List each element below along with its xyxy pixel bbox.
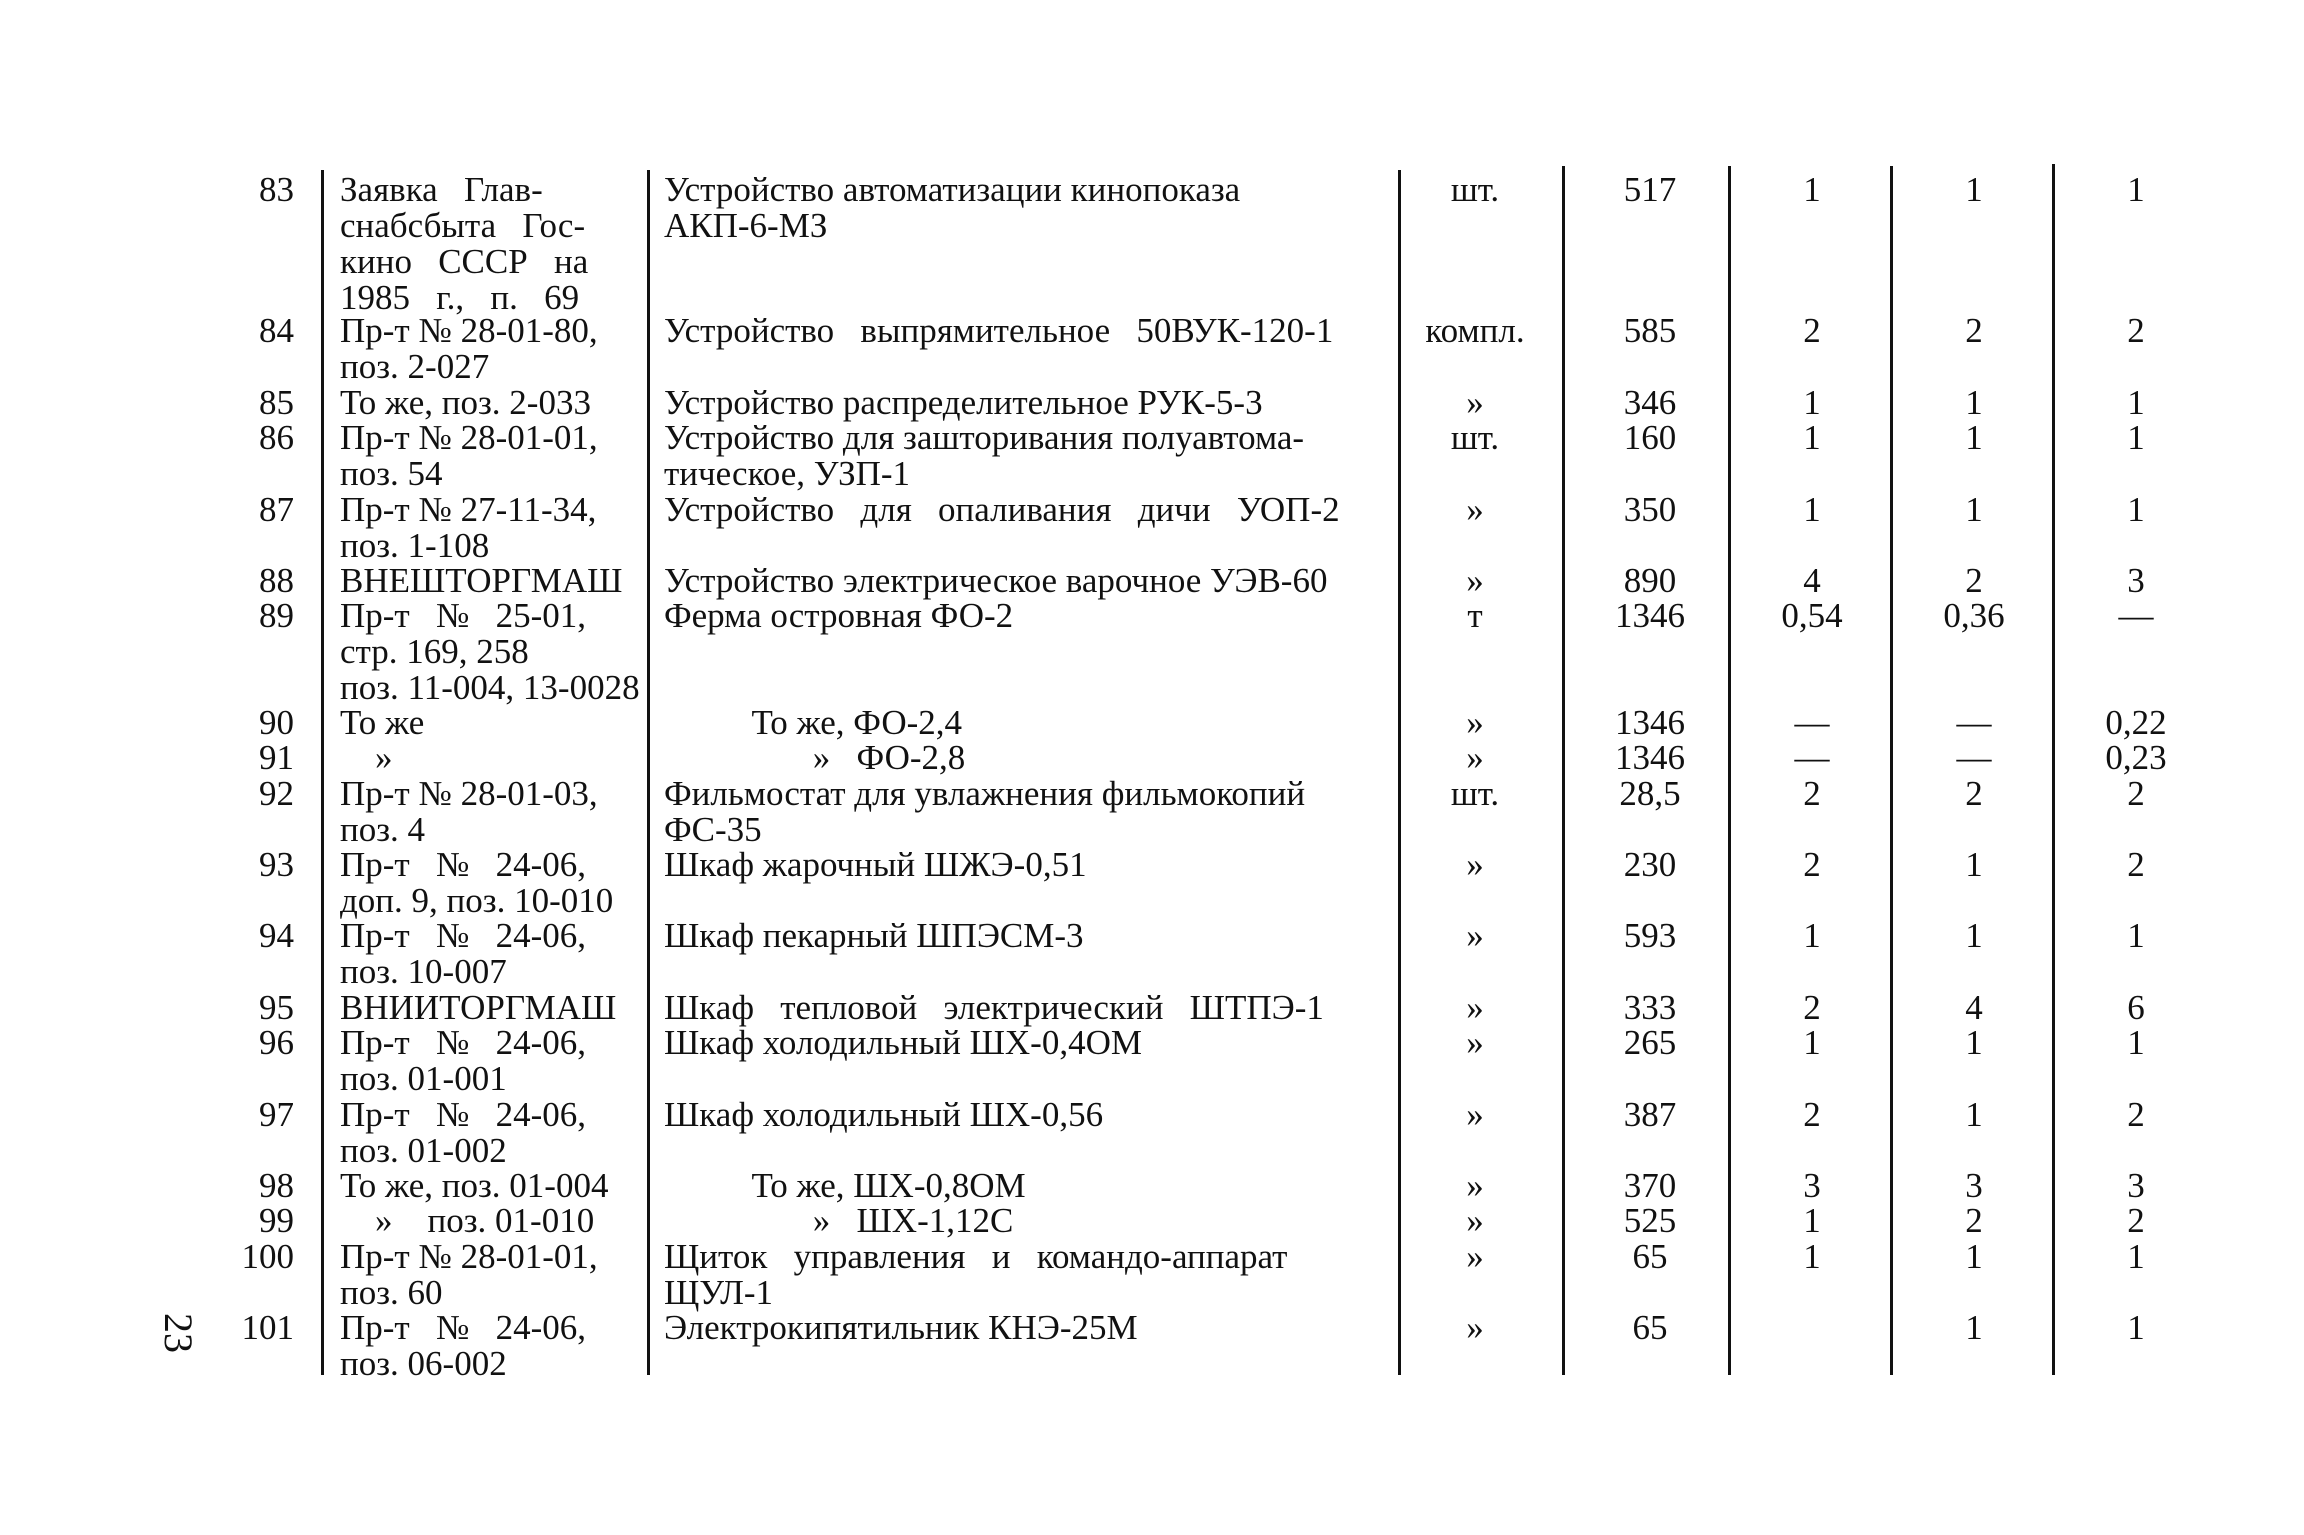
unit-cell: »	[1466, 490, 1484, 529]
price-cell: 65	[1632, 1308, 1668, 1347]
unit-cell: шт.	[1450, 418, 1500, 457]
item-name-line: Шкаф холодильный ШХ-0,56	[664, 1095, 1104, 1134]
unit-cell: »	[1466, 703, 1484, 742]
row-number: 99	[259, 1201, 294, 1240]
quantity-cell-1: 2	[1803, 988, 1821, 1027]
quantity-cell-2: 1	[1965, 916, 1983, 955]
item-name-line: Устройство электрическое варочное УЭВ-60	[664, 561, 1328, 600]
unit-cell: »	[1466, 1237, 1484, 1276]
source-reference-line: Пр-т № 25-01,	[340, 596, 587, 635]
quantity-cell-3: 0,23	[2105, 738, 2167, 777]
quantity-cell-3: 2	[2127, 1201, 2145, 1240]
price-cell: 350	[1623, 490, 1677, 529]
source-reference-line: поз. 4	[340, 810, 426, 849]
item-name-line: Шкаф холодильный ШХ-0,4ОМ	[664, 1023, 1142, 1062]
row-number: 92	[259, 774, 294, 813]
source-reference-line: Пр-т № 24-06,	[340, 1095, 587, 1134]
item-name-line: Электрокипятильник КНЭ-25М	[664, 1308, 1138, 1347]
item-name-line: То же, ШХ-0,8ОМ	[664, 1166, 1026, 1205]
column-rule	[1398, 170, 1401, 1375]
row-number: 95	[259, 988, 294, 1027]
quantity-cell-1: 1	[1803, 1201, 1821, 1240]
column-rule	[321, 170, 324, 1375]
item-name-line: Устройство для опаливания дичи УОП-2	[664, 490, 1340, 529]
unit-cell: »	[1466, 561, 1484, 600]
quantity-cell-1: 1	[1803, 490, 1821, 529]
unit-cell: »	[1466, 1095, 1484, 1134]
price-cell: 370	[1623, 1166, 1677, 1205]
unit-cell: »	[1466, 1201, 1484, 1240]
column-rule	[1890, 166, 1893, 1375]
source-reference-line: Пр-т № 28-01-01,	[340, 418, 598, 457]
price-cell: 160	[1623, 418, 1677, 457]
column-rule	[1728, 166, 1731, 1375]
price-cell: 593	[1623, 916, 1677, 955]
item-name-line: Щиток управления и командо-аппарат	[664, 1237, 1288, 1276]
quantity-cell-2: 4	[1965, 988, 1983, 1027]
row-number: 89	[259, 596, 294, 635]
quantity-cell-1: —	[1794, 703, 1830, 742]
quantity-cell-2: 3	[1965, 1166, 1983, 1205]
unit-cell: »	[1466, 738, 1484, 777]
quantity-cell-1: —	[1794, 738, 1830, 777]
quantity-cell-2: 1	[1965, 418, 1983, 457]
quantity-cell-3: 1	[2127, 1023, 2145, 1062]
quantity-cell-2: 1	[1965, 1023, 1983, 1062]
quantity-cell-3: 1	[2127, 383, 2145, 422]
unit-cell: »	[1466, 1166, 1484, 1205]
quantity-cell-1: 2	[1803, 311, 1821, 350]
quantity-cell-2: 1	[1965, 845, 1983, 884]
quantity-cell-2: 1	[1965, 1237, 1983, 1276]
source-reference-line: снабсбыта Гос-	[340, 206, 586, 245]
quantity-cell-1: 1	[1803, 1237, 1821, 1276]
row-number: 90	[259, 703, 294, 742]
row-number: 94	[259, 916, 294, 955]
quantity-cell-3: 0,22	[2105, 703, 2167, 742]
price-cell: 387	[1623, 1095, 1677, 1134]
quantity-cell-3: 1	[2127, 1237, 2145, 1276]
quantity-cell-2: 2	[1965, 1201, 1983, 1240]
quantity-cell-3: 1	[2127, 916, 2145, 955]
item-name-line: тическое, УЗП-1	[664, 454, 911, 493]
column-rule	[2052, 164, 2055, 1375]
quantity-cell-1: 1	[1803, 418, 1821, 457]
item-name-line: Устройство автоматизации кинопоказа	[664, 170, 1241, 209]
source-reference-line: стр. 169, 258	[340, 632, 529, 671]
quantity-cell-1: 1	[1803, 383, 1821, 422]
item-name-line: » ШХ-1,12С	[664, 1201, 1014, 1240]
source-reference-line: Пр-т № 24-06,	[340, 1308, 587, 1347]
quantity-cell-1: 4	[1803, 561, 1821, 600]
source-reference-line: поз. 06-002	[340, 1344, 507, 1383]
row-number: 88	[259, 561, 294, 600]
item-name-line: Ферма островная ФО-2	[664, 596, 1014, 635]
unit-cell: компл.	[1425, 311, 1525, 350]
price-cell: 1346	[1615, 703, 1685, 742]
quantity-cell-3: 3	[2127, 1166, 2145, 1205]
source-reference-line: То же	[340, 703, 425, 742]
price-cell: 1346	[1615, 596, 1685, 635]
source-reference-line: » поз. 01-010	[340, 1201, 595, 1240]
row-number: 83	[259, 170, 294, 209]
item-name-line: То же, ФО-2,4	[664, 703, 963, 742]
item-name-line: Шкаф пекарный ШПЭСМ-3	[664, 916, 1084, 955]
row-number: 97	[259, 1095, 294, 1134]
unit-cell: »	[1466, 1308, 1484, 1347]
source-reference-line: поз. 01-001	[340, 1059, 507, 1098]
quantity-cell-1: 1	[1803, 1023, 1821, 1062]
price-cell: 525	[1623, 1201, 1677, 1240]
price-cell: 1346	[1615, 738, 1685, 777]
source-reference-line: поз. 54	[340, 454, 443, 493]
quantity-cell-3: 2	[2127, 1095, 2145, 1134]
quantity-cell-3: —	[2118, 596, 2154, 635]
quantity-cell-3: 1	[2127, 1308, 2145, 1347]
item-name-line: Устройство для зашторивания полуавтома-	[664, 418, 1305, 457]
source-reference-line: поз. 1-108	[340, 526, 490, 565]
quantity-cell-2: 1	[1965, 1308, 1983, 1347]
quantity-cell-3: 6	[2127, 988, 2145, 1027]
row-number: 101	[241, 1308, 294, 1347]
source-reference-line: Пр-т № 28-01-03,	[340, 774, 598, 813]
row-number: 96	[259, 1023, 294, 1062]
quantity-cell-1: 2	[1803, 774, 1821, 813]
item-name-line: Устройство выпрямительное 50ВУК-120-1	[664, 311, 1334, 350]
quantity-cell-2: 1	[1965, 383, 1983, 422]
quantity-cell-2: —	[1956, 738, 1992, 777]
source-reference-line: доп. 9, поз. 10-010	[340, 881, 614, 920]
source-reference-line: Заявка Глав-	[340, 170, 543, 209]
item-name-line: ФС-35	[664, 810, 762, 849]
row-number: 87	[259, 490, 294, 529]
quantity-cell-3: 2	[2127, 845, 2145, 884]
source-reference-line: То же, поз. 2-033	[340, 383, 591, 422]
quantity-cell-1: 2	[1803, 1095, 1821, 1134]
item-name-line: АКП-6-МЗ	[664, 206, 828, 245]
source-reference-line: Пр-т № 28-01-01,	[340, 1237, 598, 1276]
row-number: 98	[259, 1166, 294, 1205]
price-cell: 517	[1623, 170, 1677, 209]
source-reference-line: поз. 10-007	[340, 952, 507, 991]
item-name-line: » ФО-2,8	[664, 738, 966, 777]
item-name-line: ЩУЛ-1	[664, 1273, 774, 1312]
item-name-line: Фильмостат для увлажнения фильмокопий	[664, 774, 1306, 813]
price-cell: 333	[1623, 988, 1677, 1027]
quantity-cell-1: 3	[1803, 1166, 1821, 1205]
source-reference-line: кино СССР на	[340, 242, 589, 281]
row-number: 85	[259, 383, 294, 422]
quantity-cell-2: 2	[1965, 561, 1983, 600]
quantity-cell-3: 1	[2127, 490, 2145, 529]
price-cell: 28,5	[1619, 774, 1681, 813]
item-name-line: Устройство распределительное РУК-5-3	[664, 383, 1263, 422]
column-rule	[647, 170, 650, 1375]
quantity-cell-2: 1	[1965, 490, 1983, 529]
row-number: 91	[259, 738, 294, 777]
row-number: 93	[259, 845, 294, 884]
row-number: 86	[259, 418, 294, 457]
quantity-cell-1: 1	[1803, 170, 1821, 209]
row-number: 84	[259, 311, 294, 350]
source-reference-line: поз. 2-027	[340, 347, 490, 386]
quantity-cell-2: 0,36	[1943, 596, 2005, 635]
quantity-cell-3: 1	[2127, 418, 2145, 457]
unit-cell: шт.	[1450, 170, 1500, 209]
unit-cell: »	[1466, 845, 1484, 884]
source-reference-line: ВНЕШТОРГМАШ	[340, 561, 623, 600]
quantity-cell-2: 2	[1965, 311, 1983, 350]
source-reference-line: поз. 11-004, 13-0028	[340, 668, 640, 707]
source-reference-line: То же, поз. 01-004	[340, 1166, 609, 1205]
source-reference-line: Пр-т № 24-06,	[340, 845, 587, 884]
unit-cell: »	[1466, 988, 1484, 1027]
source-reference-line: Пр-т № 28-01-80,	[340, 311, 598, 350]
quantity-cell-1: 0,54	[1781, 596, 1843, 635]
source-reference-line: »	[340, 738, 393, 777]
quantity-cell-2: 1	[1965, 170, 1983, 209]
quantity-cell-3: 2	[2127, 311, 2145, 350]
unit-cell: т	[1467, 596, 1483, 635]
quantity-cell-3: 2	[2127, 774, 2145, 813]
quantity-cell-1: 1	[1803, 916, 1821, 955]
quantity-cell-1: 2	[1803, 845, 1821, 884]
unit-cell: шт.	[1450, 774, 1500, 813]
unit-cell: »	[1466, 1023, 1484, 1062]
source-reference-line: Пр-т № 24-06,	[340, 1023, 587, 1062]
source-reference-line: поз. 01-002	[340, 1131, 507, 1170]
source-reference-line: поз. 60	[340, 1273, 443, 1312]
row-number: 100	[241, 1237, 294, 1276]
source-reference-line: Пр-т № 24-06,	[340, 916, 587, 955]
price-cell: 890	[1623, 561, 1677, 600]
item-name-line: Шкаф тепловой электрический ШТПЭ-1	[664, 988, 1324, 1027]
price-cell: 346	[1623, 383, 1677, 422]
quantity-cell-3: 1	[2127, 170, 2145, 209]
price-cell: 585	[1623, 311, 1677, 350]
source-reference-line: ВНИИТОРГМАШ	[340, 988, 617, 1027]
unit-cell: »	[1466, 916, 1484, 955]
quantity-cell-2: 1	[1965, 1095, 1983, 1134]
page-number: 23	[156, 1313, 201, 1353]
quantity-cell-3: 3	[2127, 561, 2145, 600]
source-reference-line: Пр-т № 27-11-34,	[340, 490, 597, 529]
quantity-cell-2: —	[1956, 703, 1992, 742]
unit-cell: »	[1466, 383, 1484, 422]
source-reference-line: 1985 г., п. 69	[340, 278, 580, 317]
item-name-line: Шкаф жарочный ШЖЭ-0,51	[664, 845, 1087, 884]
price-cell: 230	[1623, 845, 1677, 884]
column-rule	[1562, 166, 1565, 1375]
quantity-cell-2: 2	[1965, 774, 1983, 813]
price-cell: 65	[1632, 1237, 1668, 1276]
price-cell: 265	[1623, 1023, 1677, 1062]
